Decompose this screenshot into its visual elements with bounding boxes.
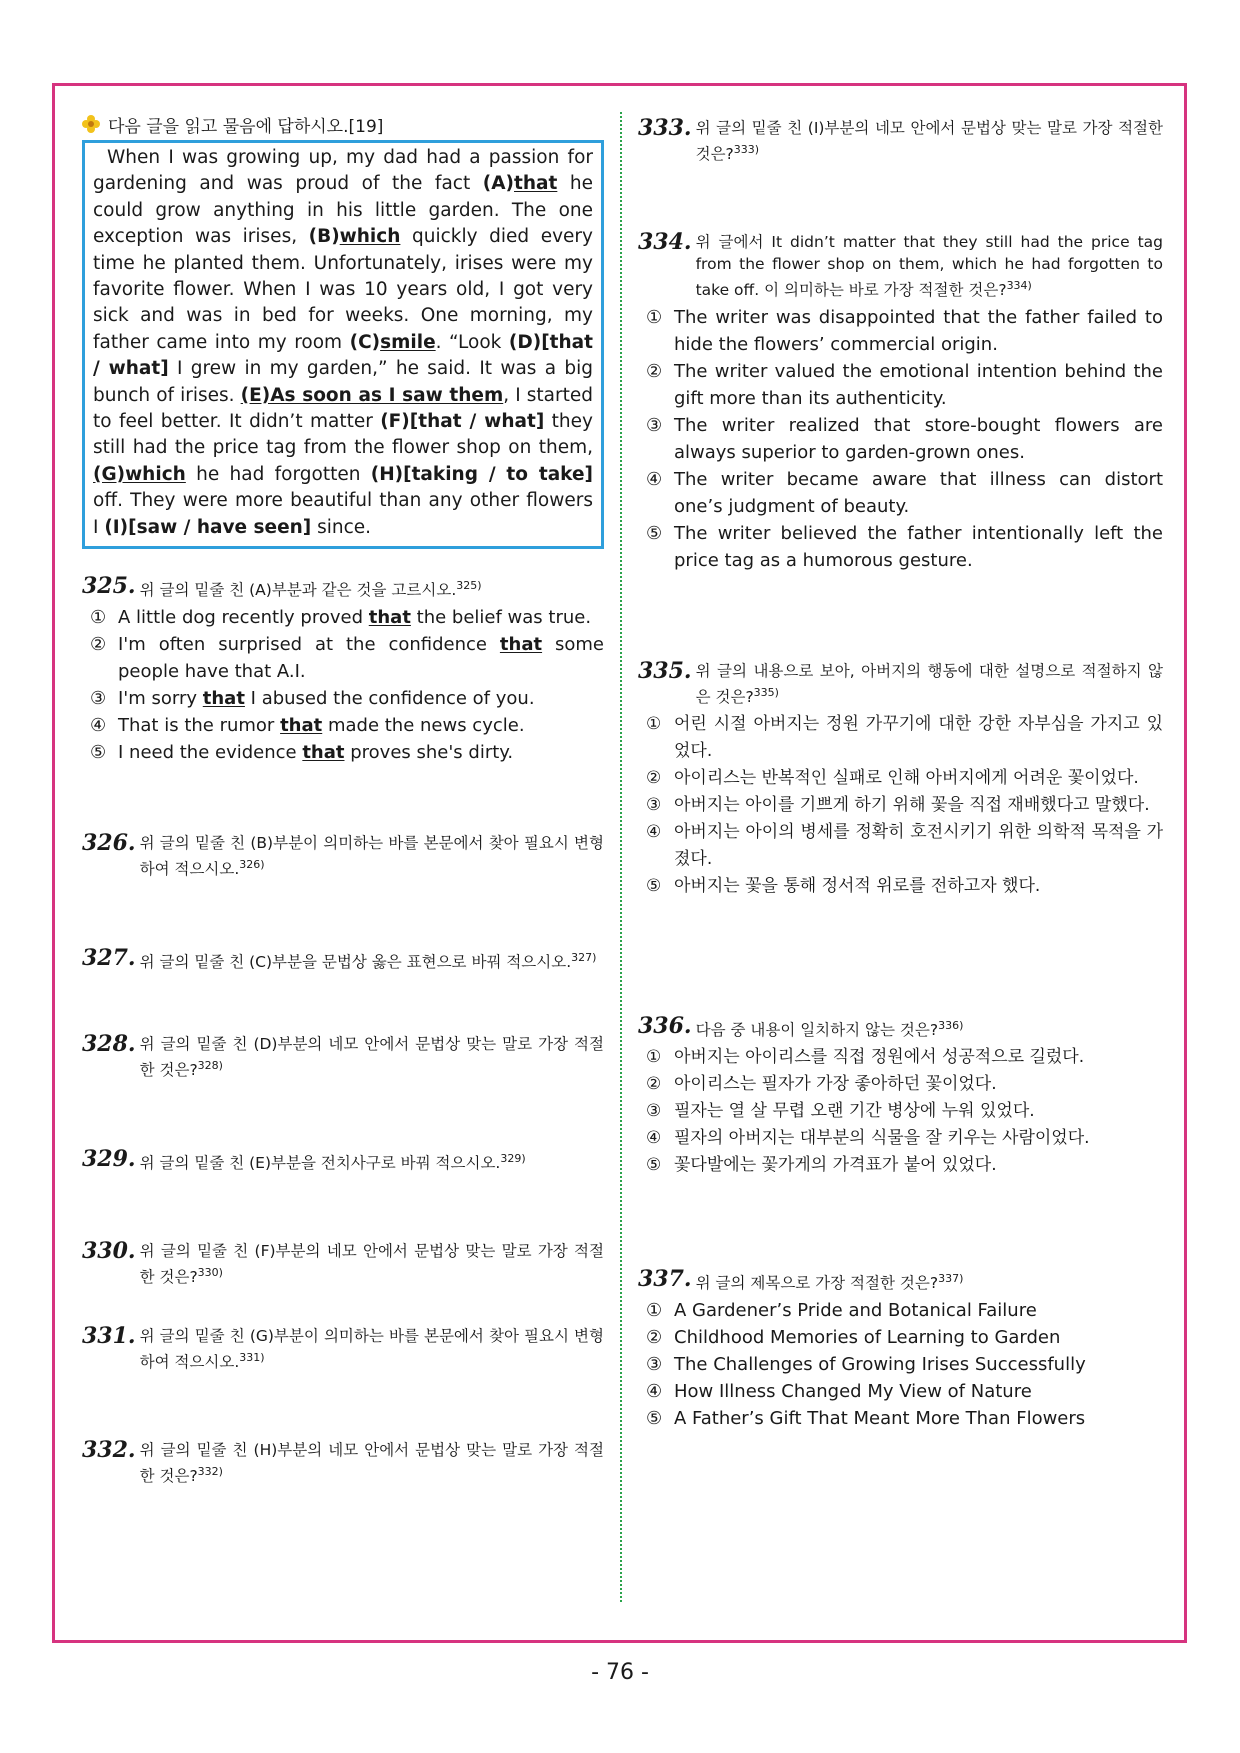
option-1[interactable]: ① 아버지는 아이리스를 직접 정원에서 성공적으로 길렀다.: [646, 1047, 1085, 1068]
blank-e: (E)As soon as I saw them: [240, 384, 504, 406]
page-number: - 76 -: [591, 1660, 649, 1685]
left-column: [82, 112, 604, 549]
question-334: [638, 231, 1163, 574]
question-331: [82, 1325, 604, 1373]
option-2[interactable]: ② 아이리스는 필자가 가장 좋아하던 꽃이었다.: [646, 1074, 997, 1095]
question-text: 위 글의 밑줄 친 (A)부분과 같은 것을 고르시오.$^{325)}$: [139, 579, 482, 600]
column-divider: [620, 112, 622, 1602]
question-327: [82, 947, 604, 973]
option-4[interactable]: ④ The writer became aware that illness can distort one’s judgment of beauty.: [646, 469, 1163, 518]
option-3[interactable]: ③ 필자는 열 살 무렵 오랜 기간 병상에 누워 있었다.: [646, 1101, 1035, 1122]
option-1[interactable]: ① A little dog recently proved that the belief was true.: [90, 607, 592, 629]
question-325: [82, 575, 604, 766]
question-text: 위 글의 제목으로 가장 적절한 것은?$^{337)}$: [695, 1272, 964, 1293]
instruction-text: 다음 글을 읽고 물음에 답하시오.[19]: [108, 116, 384, 137]
question-number: 335.: [638, 658, 692, 684]
option-4[interactable]: ④ How Illness Changed My View of Nature: [646, 1381, 1032, 1403]
blank-a: (A)that: [482, 173, 558, 195]
question-number: 325.: [82, 573, 136, 599]
question-text: 위 글의 밑줄 친 (E)부분을 전치사구로 바꿔 적으시오.$^{329)}$: [139, 1152, 526, 1173]
question-text: 위 글의 내용으로 보아, 아버지의 행동에 대한 설명으로 적절하지 않은 것은?$^{335)}$: [695, 662, 1163, 707]
question-332: [82, 1439, 604, 1487]
option-3[interactable]: ③ I'm sorry that I abused the confidence of you.: [90, 688, 535, 710]
question-329: [82, 1148, 604, 1174]
question-337: [638, 1268, 1163, 1432]
option-1[interactable]: ① A Gardener’s Pride and Botanical Failure: [646, 1300, 1037, 1322]
question-number: 336.: [638, 1013, 692, 1039]
option-2[interactable]: ② 아이리스는 반복적인 실패로 인해 아버지에게 어려운 꽃이었다.: [646, 768, 1139, 789]
question-326: [82, 832, 604, 880]
question-number: 330.: [82, 1238, 136, 1264]
question-number: 328.: [82, 1031, 136, 1057]
blank-d: (D)[that / what]: [93, 331, 593, 380]
question-335: [638, 660, 1163, 900]
question-number: 333.: [638, 115, 692, 141]
blank-i: (I)[saw / have seen]: [104, 516, 312, 538]
blank-c: (C)smile: [349, 331, 436, 353]
question-number: 329.: [82, 1146, 136, 1172]
blank-g: (G)which: [93, 463, 186, 485]
question-text: 위 글의 밑줄 친 (B)부분이 의미하는 바를 본문에서 찾아 필요시 변형하여 적으시오.$^{326)}$: [139, 834, 604, 879]
question-text: 위 글의 밑줄 친 (H)부분의 네모 안에서 문법상 맞는 말로 가장 적절한 것은?$^{332)}$: [139, 1441, 604, 1486]
instruction-line: [82, 112, 604, 136]
question-330: [82, 1240, 604, 1288]
option-2[interactable]: ② The writer valued the emotional intention behind the gift more than its authenticity.: [646, 361, 1163, 410]
question-text: 위 글의 밑줄 친 (F)부분의 네모 안에서 문법상 맞는 말로 가장 적절한 것은?$^{330)}$: [139, 1242, 604, 1287]
option-5[interactable]: ⑤ I need the evidence that proves she's dirty.: [90, 742, 514, 764]
question-number: 327.: [82, 945, 136, 971]
question-number: 337.: [638, 1266, 692, 1292]
option-2[interactable]: ② I'm often surprised at the confidence that some people have that A.I.: [90, 634, 604, 683]
question-text: 위 글의 밑줄 친 (G)부분이 의미하는 바를 본문에서 찾아 필요시 변형하여 적으시오.$^{331)}$: [139, 1327, 604, 1372]
option-5[interactable]: ⑤ A Father’s Gift That Meant More Than Flowers: [646, 1408, 1086, 1430]
option-4[interactable]: ④ 아버지는 아이의 병세를 정확히 호전시키기 위한 의학적 목적을 가졌다.: [646, 822, 1163, 870]
question-328: [82, 1033, 604, 1081]
question-text: 위 글의 밑줄 친 (I)부분의 네모 안에서 문법상 맞는 말로 가장 적절한 것은?$^{333)}$: [695, 119, 1163, 164]
question-text: 위 글에서 It didn’t matter that they still had the price tag from the flower shop on them, which he had forgotten to take off. 이 의미하는 바로 가장 적절한 것은?$^{334)}$: [695, 233, 1163, 300]
question-336: [638, 1015, 1163, 1179]
blank-h: (H)[taking / to take]: [370, 463, 593, 485]
question-333: [638, 117, 1163, 165]
option-5[interactable]: ⑤ 꽃다발에는 꽃가게의 가격표가 붙어 있었다.: [646, 1155, 997, 1176]
option-3[interactable]: ③ The writer realized that store-bought flowers are always superior to garden-grown ones.: [646, 415, 1163, 464]
blank-b: (B)which: [308, 226, 401, 248]
flower-icon: [82, 115, 100, 133]
option-4[interactable]: ④ That is the rumor that made the news cycle.: [90, 715, 525, 737]
question-number: 332.: [82, 1437, 136, 1463]
option-3[interactable]: ③ 아버지는 아이를 기쁘게 하기 위해 꽃을 직접 재배했다고 말했다.: [646, 795, 1150, 816]
option-3[interactable]: ③ The Challenges of Growing Irises Successfully: [646, 1354, 1086, 1376]
option-2[interactable]: ② Childhood Memories of Learning to Garden: [646, 1327, 1061, 1349]
option-1[interactable]: ① 어린 시절 아버지는 정원 가꾸기에 대한 강한 자부심을 가지고 있었다.: [646, 714, 1163, 762]
question-text: 다음 중 내용이 일치하지 않는 것은?$^{336)}$: [695, 1019, 964, 1040]
question-text: 위 글의 밑줄 친 (C)부분을 문법상 옳은 표현으로 바꿔 적으시오.$^{327)}$: [139, 951, 597, 972]
reading-passage: When I was growing up, my dad had a passion for gardening and was proud of the fact (A)that he could grow anything in his little garden. The one exception was irises, (B)which quickly died every time he planted them. Unfortunately, irises were my favorite flower. When I was 10 years old, I got very sick and was in bed for weeks. One morning, my father came into my room (C)smile. “Look (D)[that / what] I grew in my garden,” he said. It was a big bunch of irises. (E)As soon as I saw them, I started to feel better. It didn’t matter (F)[that / what] they still had the price tag from the flower shop on them, (G)which he had forgotten (H)[taking / to take] off. They were more beautiful than any other flowers I (I)[saw / have seen] since.: [82, 140, 604, 549]
option-5[interactable]: ⑤ The writer believed the father intentionally left the price tag as a humorous gesture.: [646, 523, 1163, 572]
question-number: 331.: [82, 1323, 136, 1349]
option-5[interactable]: ⑤ 아버지는 꽃을 통해 정서적 위로를 전하고자 했다.: [646, 876, 1041, 897]
question-number: 334.: [638, 229, 692, 255]
option-1[interactable]: ① The writer was disappointed that the father failed to hide the flowers’ commercial origin.: [646, 307, 1163, 356]
option-4[interactable]: ④ 필자의 아버지는 대부분의 식물을 잘 키우는 사람이었다.: [646, 1128, 1090, 1149]
blank-f: (F)[that / what]: [380, 411, 545, 433]
question-text: 위 글의 밑줄 친 (D)부분의 네모 안에서 문법상 맞는 말로 가장 적절한 것은?$^{328)}$: [139, 1035, 604, 1080]
question-number: 326.: [82, 830, 136, 856]
